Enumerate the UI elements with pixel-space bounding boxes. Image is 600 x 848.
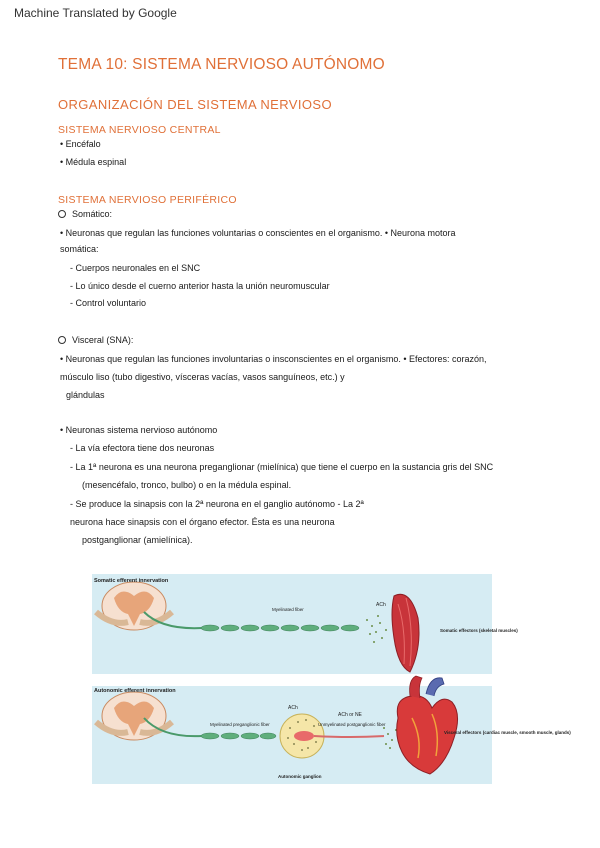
somatic-label: Somático:: [72, 209, 113, 219]
visceral-effectors-label: Visceral effectors (cardiac muscle, smooth muscle, glands): [444, 730, 571, 735]
peripheral-heading: SISTEMA NERVIOSO PERIFÉRICO: [58, 194, 237, 206]
somatic-line-2: somática:: [60, 244, 99, 254]
innervation-diagram: [92, 568, 571, 796]
autonomic-point-3a: - Se produce la sinapsis con la 2ª neurona en el ganglio autónomo - La 2ª: [70, 499, 364, 509]
ach-or-ne-label: ACh or NE: [338, 712, 362, 718]
somatic-title: Somatic efferent innervation: [94, 578, 169, 584]
autonomic-ganglion-label: Autonomic ganglion: [278, 774, 322, 779]
visceral-line-1: • Neuronas que regulan las funciones involuntarias o insconscientes en el organismo. • Efectores: corazón,: [60, 354, 487, 364]
preganglionic-fiber-label: Myelinated preganglionic fiber: [210, 722, 270, 727]
central-item-medula: • Médula espinal: [60, 157, 127, 167]
somatic-point-1: - Cuerpos neuronales en el SNC: [70, 263, 201, 273]
autonomic-intro: • Neuronas sistema nervioso autónomo: [60, 425, 218, 435]
somatic-effectors-label: Somatic effectors (skeletal muscles): [440, 628, 518, 633]
visceral-label: Visceral (SNA):: [72, 335, 134, 345]
machine-translated-label: Machine Translated by Google: [14, 6, 177, 20]
somatic-point-2: - Lo único desde el cuerno anterior hasta la unión neuromuscular: [70, 281, 330, 291]
somatic-line-1: • Neuronas que regulan las funciones voluntarias o conscientes en el organismo. • Neurona motora: [60, 228, 456, 238]
circle-bullet-icon: [58, 210, 66, 218]
postganglionic-fiber: [314, 736, 384, 737]
visceral-line-2: músculo liso (tubo digestivo, vísceras vacías, vasos sanguíneos, etc.) y: [60, 372, 345, 382]
autonomic-title: Autonomic efferent innervation: [94, 688, 176, 694]
page-title: TEMA 10: SISTEMA NERVIOSO AUTÓNOMO: [58, 56, 385, 73]
autonomic-point-3b: neurona hace sinapsis con el órgano efector. Ésta es una neurona: [70, 517, 335, 527]
autonomic-point-2b: (mesencéfalo, tronco, bulbo) o en la médula espinal.: [82, 480, 292, 490]
myelinated-fiber-label: Myelinated fiber: [272, 607, 304, 612]
ganglion-ach-label: ACh: [288, 705, 298, 711]
somatic-ach-label: ACh: [376, 602, 386, 608]
efferent-innervation-figure: [92, 568, 571, 796]
visceral-label-row: [58, 335, 133, 345]
central-item-encefalo: • Encéfalo: [60, 139, 101, 149]
autonomic-point-2a: - La 1ª neurona es una neurona preganglionar (mielínica) que tiene el cuerpo en la sustancia gris del SNC: [70, 462, 494, 472]
circle-bullet-icon: [58, 336, 66, 344]
postganglionic-fiber-label: Unmyelinated postganglionic fiber: [318, 722, 386, 727]
somatic-point-3: - Control voluntario: [70, 298, 147, 308]
somatic-label-row: [58, 209, 112, 219]
visceral-line-3: glándulas: [66, 390, 105, 400]
autonomic-point-1: - La vía efectora tiene dos neuronas: [70, 443, 215, 453]
organization-heading: ORGANIZACIÓN DEL SISTEMA NERVIOSO: [58, 97, 332, 112]
central-heading: SISTEMA NERVIOSO CENTRAL: [58, 124, 221, 136]
ganglion-neuron-body: [294, 731, 314, 741]
autonomic-point-3c: postganglionar (amielínica).: [82, 535, 193, 545]
